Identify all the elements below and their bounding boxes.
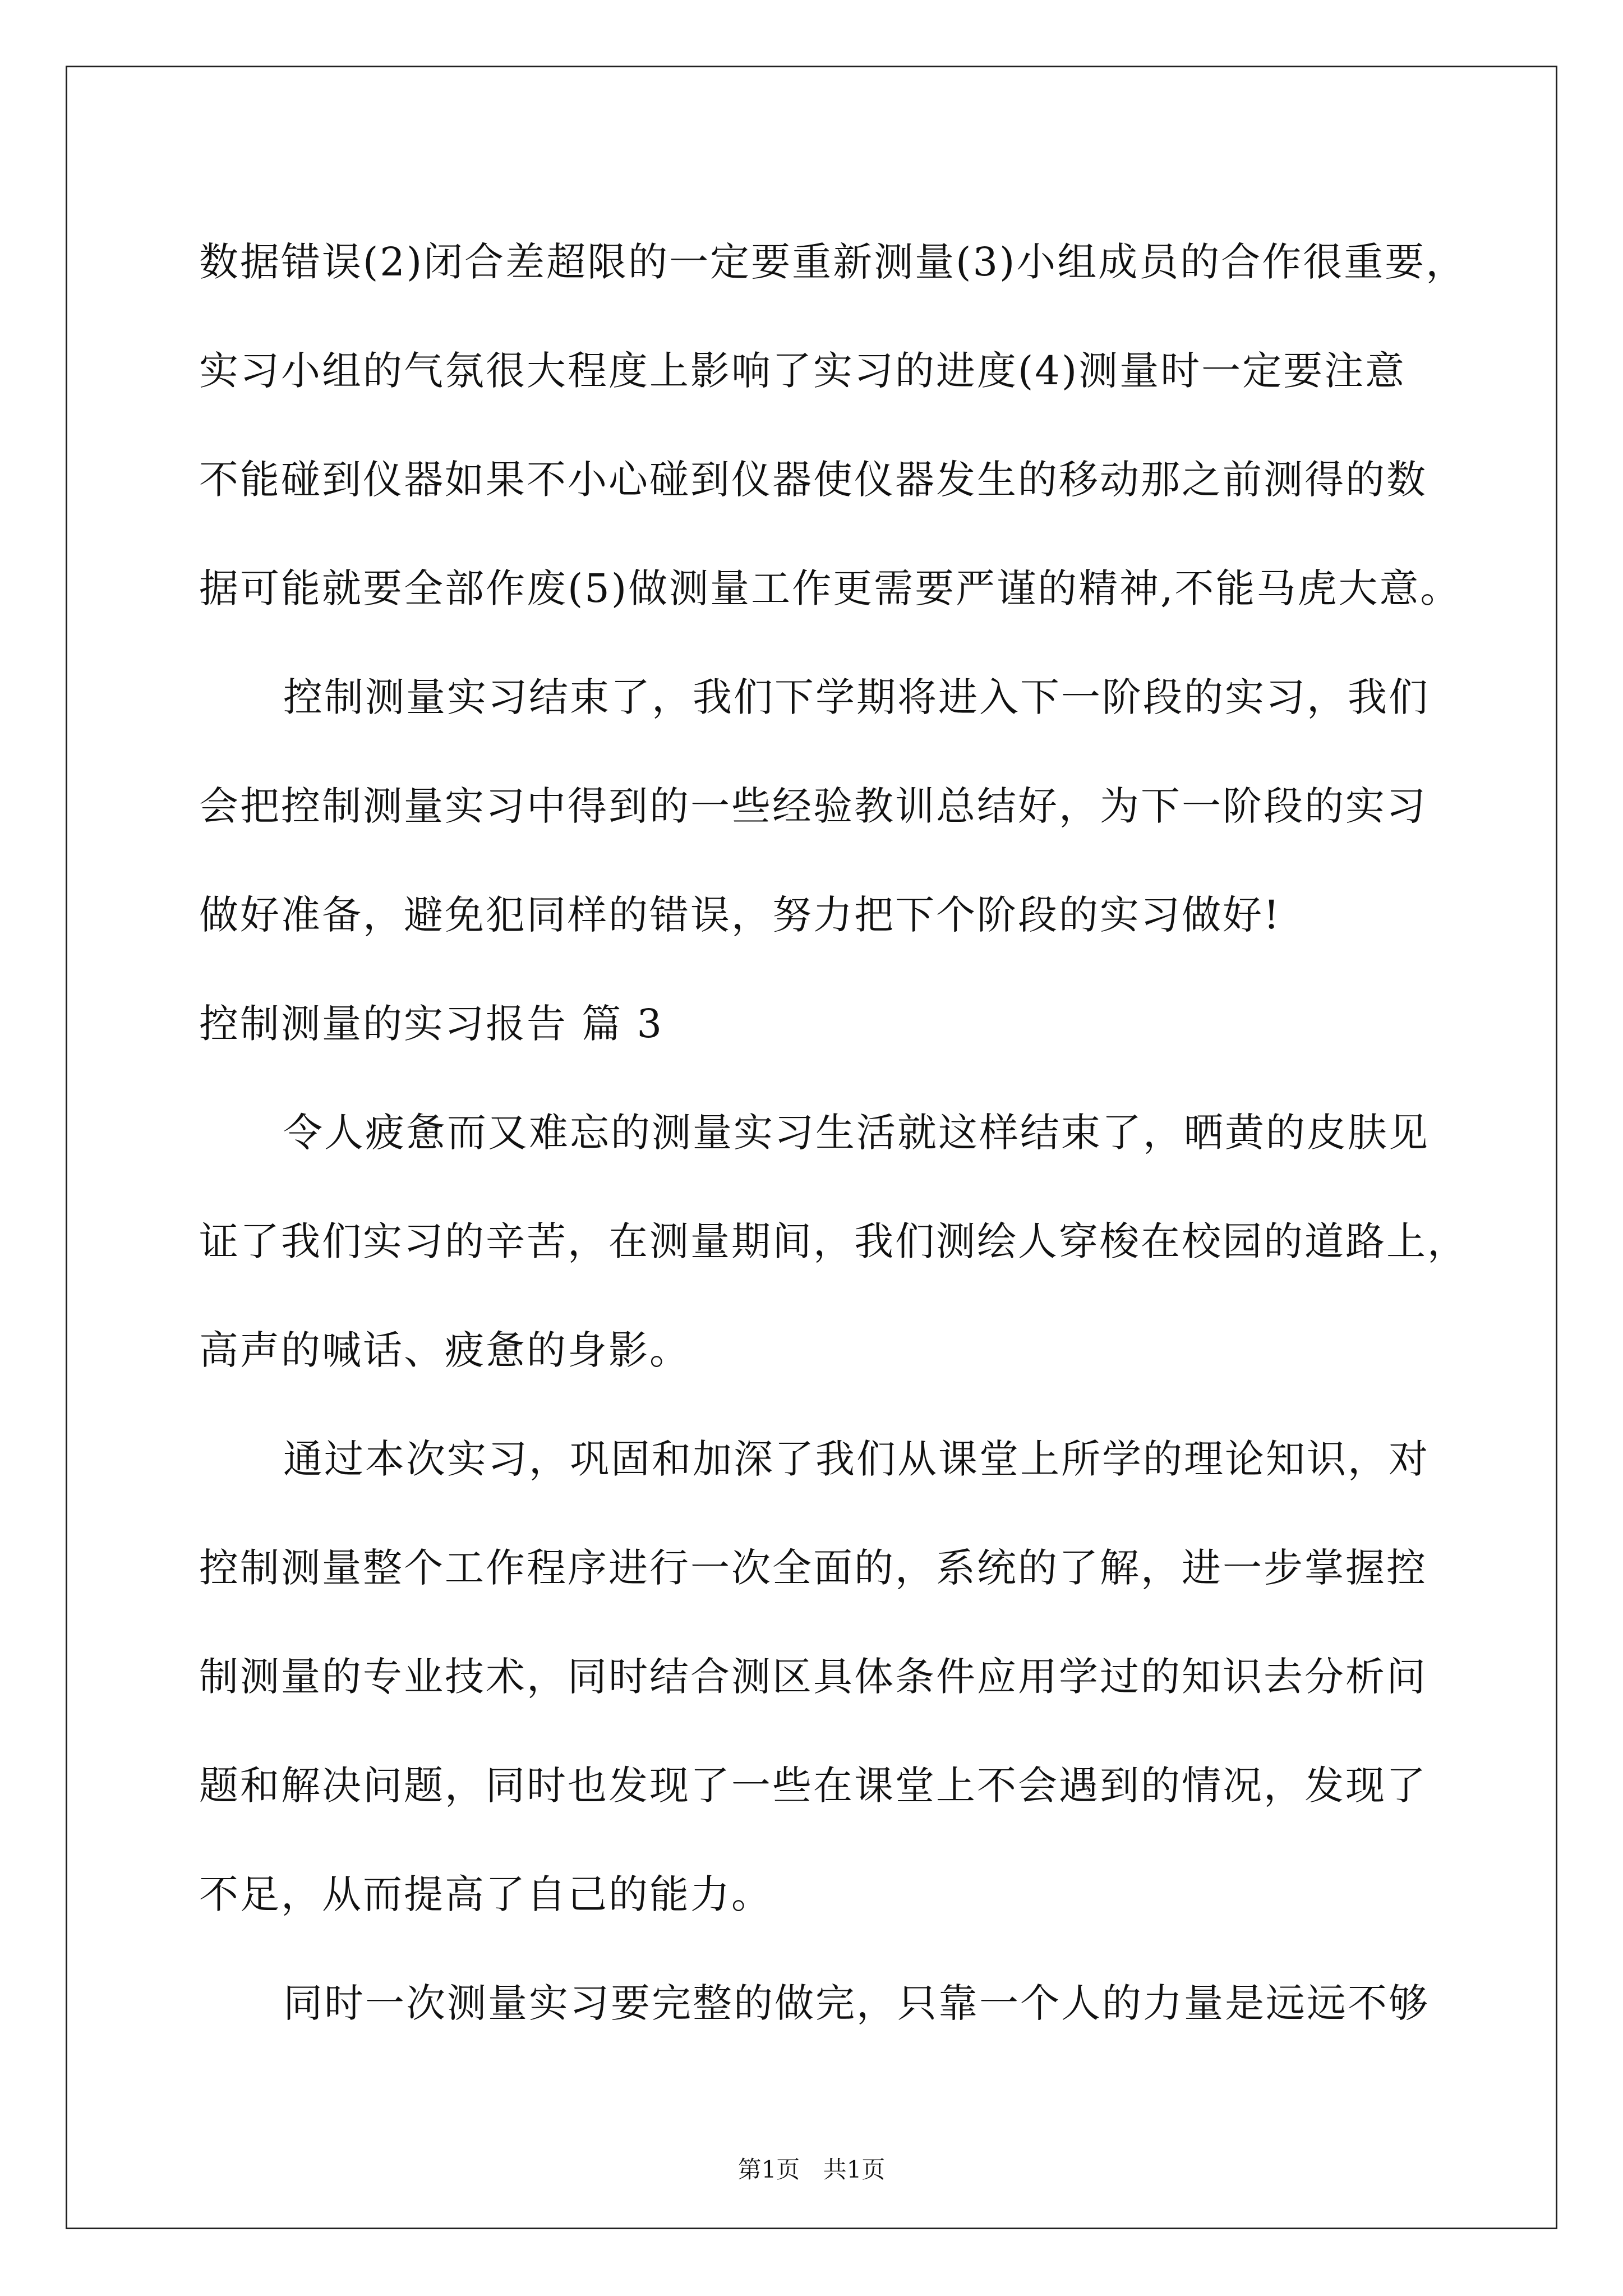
text-line: 通过本次实习，巩固和加深了我们从课堂上所学的理论知识，对 — [283, 1436, 1430, 1482]
paragraph-intro — [199, 1078, 1468, 1405]
page-footer — [0, 2153, 1623, 2187]
text-line: 控制测量整个工作程序进行一次全面的，系统的了解，进一步掌握控 — [199, 1545, 1427, 1591]
page-total: 共1页 — [823, 2156, 886, 2183]
text-line: 会把控制测量实习中得到的一些经验教训总结好，为下一阶段的实习 — [199, 783, 1427, 829]
text-line: 同时一次测量实习要完整的做完，只靠一个人的力量是远远不够 — [283, 1980, 1430, 2026]
text-line: 题和解决问题，同时也发现了一些在课堂上不会遇到的情况，发现了 — [199, 1763, 1427, 1809]
document-body — [199, 208, 1468, 2058]
text-line: 控制测量实习结束了，我们下学期将进入下一阶段的实习，我们 — [283, 674, 1430, 720]
paragraph-learning — [199, 1405, 1441, 1949]
text-line: 实习小组的气氛很大程度上影响了实习的进度(4)测量时一定要注意 — [199, 348, 1407, 394]
paragraph-continued — [199, 208, 1467, 643]
section-heading: 控制测量的实习报告 篇 3 — [199, 1001, 664, 1047]
paragraph-conclusion — [199, 643, 1441, 969]
text-line: 高声的喊话、疲惫的身影。 — [199, 1327, 690, 1373]
page-number: 第1页 — [737, 2156, 800, 2183]
text-line: 令人疲惫而又难忘的测量实习生活就这样结束了，晒黄的皮肤见 — [283, 1110, 1430, 1156]
text-line: 不足，从而提高了自己的能力。 — [199, 1871, 772, 1917]
text-line: 做好准备，避免犯同样的错误，努力把下个阶段的实习做好! — [199, 892, 1281, 938]
text-line: 据可能就要全部作废(5)做测量工作更需要严谨的精神,不能马虎大意。 — [199, 565, 1461, 611]
text-line: 数据错误(2)闭合差超限的一定要重新测量(3)小组成员的合作很重要， — [199, 239, 1467, 285]
text-line: 不能碰到仪器如果不小心碰到仪器使仪器发生的移动那之前测得的数 — [199, 457, 1427, 503]
text-line: 证了我们实习的辛苦，在测量期间，我们测绘人穿梭在校园的道路上， — [199, 1218, 1468, 1264]
paragraph-teamwork — [199, 1949, 1441, 2058]
text-line: 制测量的专业技术，同时结合测区具体条件应用学过的知识去分析问 — [199, 1654, 1427, 1700]
